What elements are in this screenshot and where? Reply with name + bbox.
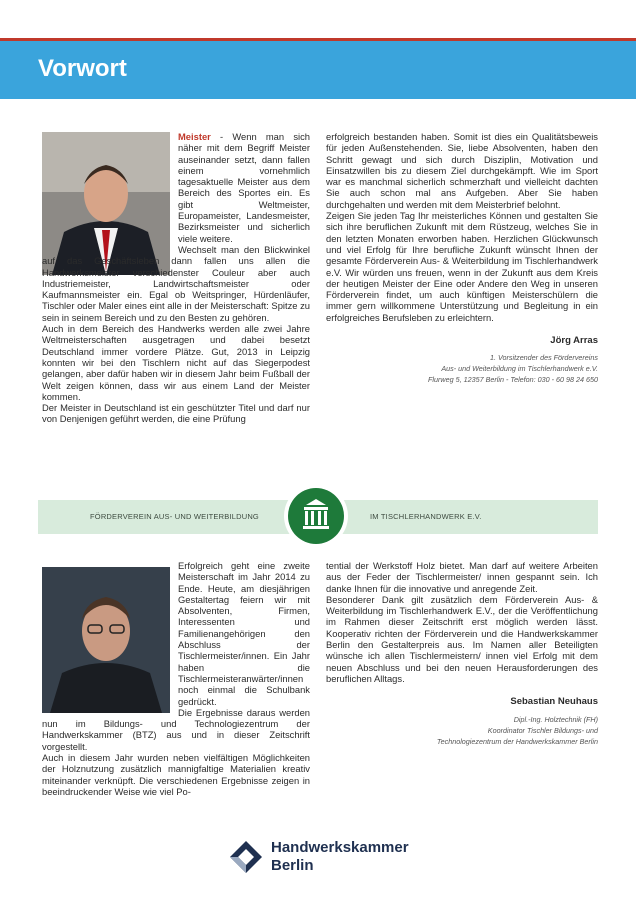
handwerkskammer-emblem-icon: [229, 840, 263, 874]
emblem-badge: [288, 488, 344, 544]
article1-lead-word: Meister: [178, 131, 211, 142]
article1-signature: [326, 335, 598, 385]
page-title: Vorwort: [38, 55, 127, 82]
signature-title: Dipl.-Ing. Holztechnik (FH): [513, 714, 598, 724]
handwerkskammer-logo: [229, 838, 429, 878]
article1-paragraph-2: Wechselt man den Blickwinkel auf das Geschäftsleben dann fallen uns allen die Handwerksmeister verschiedenster Couleur aber auch Industriemeister, Landwirtschaftsmeister oder Kaufmannsmeister ein. Egal ob Weitspringer, Hürdenläufer, Tischler oder Maler eines eint alle in der Meisterschaft: Spitze zu sein in seinem Bereich und zu den Besten zu gehören.: [42, 243, 310, 323]
article1-paragraph-4: Der Meister in Deutschland ist ein geschützter Titel und darf nur von Denjenigen geführt werden, die eine Prüfung: [42, 402, 310, 425]
signature-address: Flurweg 5, 12357 Berlin - Telefon: 030 - 60 98 24 650: [428, 375, 598, 385]
article2-paragraph-2: Die Ergebnisse daraus werden nun im Bildungs- und Technologiezentrum der Handwerkskammer (BTZ) aus und in dieser Zeitschrift vorgestellt.: [42, 706, 310, 752]
article1-column-right: [326, 131, 598, 385]
logo-line-1: Handwerkskammer: [271, 839, 409, 856]
article1-intro-text: - Wenn man sich näher mit dem Begriff Meister auseinander setzt, dann fallen einem vornehmlich tagesaktuelle Meister aus dem Bereich des Sportes ein. Es gibt Weltmeister, Europameister, Landesmeister, Bezirksmeister und sicherlich viele weitere.: [178, 131, 310, 244]
logo-line-2: Berlin: [271, 857, 314, 874]
article2-signature: [326, 696, 598, 746]
page-header: [0, 41, 636, 99]
signature-organization: Aus- und Weiterbildung im Tischlerhandwerk e.V.: [441, 364, 598, 374]
article2-paragraph-1: Erfolgreich geht eine zweite Meisterschaft im Jahr 2014 zu Ende. Heute, am diesjährigen Gestaltertag feiern wir mit Absolventen, Firmen, Interessenten und Familienangehörigen den Abschluss der Tischlermeister/innen. Ein Jahr haben die Tischlermeisteranwärter/innen noch einmal die Schulbank gedrückt.: [178, 560, 310, 707]
banner-left-text: FÖRDERVEREIN AUS- UND WEITERBILDUNG: [90, 512, 259, 521]
banner-right-text: IM TISCHLERHANDWERK E.V.: [370, 512, 482, 521]
gate-icon: [288, 488, 344, 544]
article1-paragraph-1: [178, 131, 310, 244]
article2-paragraph-4: tential der Werkstoff Holz bietet. Man darf auf weitere Arbeiten aus der Feder der Tischlermeister/ innen gespannt sein. Ich danke Ihnen für die innovative und anregende Zeit.: [326, 560, 598, 594]
signature-title: 1. Vorsitzender des Fördervereins: [490, 353, 598, 363]
article1-paragraph-6: Zeigen Sie jeden Tag Ihr meisterliches Können und gestalten Sie sich ihre beruflichen Zukunft mit dem Rüstzeug, welches Sie in den letzten Monaten erworben haben. Herzlichen Glückwunsch und viel Erfolg für Ihre berufliche Zukunft wünscht Ihnen der gesamte Förderverein Aus- & Weiterbildung im Tischlerhandwerk e.V. Wir würden uns freuen, wenn in der Zukunft aus dem Kreis der heutigen Meister der Eine oder Andere den Weg in unseren Förderverein findet, um auch künftigen Meisterschülern die immer gern willkommene Unterstützung und Begleitung in ein erfolgreiches Berufsleben zu erleichtern.: [326, 210, 598, 323]
signature-name: Jörg Arras: [550, 335, 598, 347]
article2-paragraph-3: Auch in diesem Jahr wurden neben vielfältigen Möglichkeiten der Holznutzung zusätzlich mannigfaltige Materialien kreativ miteinander verknüpft. Die verschiedenen Ergebnisse zeigen in beeindruckender Weise wie viel Po-: [42, 752, 310, 797]
signature-role: Koordinator Tischler Bildungs- und: [487, 725, 598, 735]
signature-organization: Technologiezentrum der Handwerkskammer Berlin: [436, 736, 598, 746]
logo-text: [271, 839, 409, 875]
article2-column-right: [326, 560, 598, 747]
signature-name: Sebastian Neuhaus: [510, 696, 598, 708]
association-emblem: [284, 484, 348, 548]
article1-paragraph-5: erfolgreich bestanden haben. Somit ist dies ein Qualitätsbeweis für jeden Außenstehenden. Sie, liebe Absolventen, haben den Schritt gewagt und sich durch Disziplin, Motivation und Einsatzwillen bis zu diesem Ziel durchgekämpft. Wie im Sport war es manchmal sicherlich schmerzhaft und vielleicht dachten Sie auch schon mal ans Aufgeben. Aber Sie haben durchgehalten und werden mit dem Meisterbrief belohnt.: [326, 131, 598, 210]
article1-paragraph-3: Auch in dem Bereich des Handwerks werden alle zwei Jahre Weltmeisterschaften ausgetragen und dabei besetzt Deutschland immer vordere Plätze. Gut, 2013 in Leipzig konnten wir bei den Tischlern nicht auf das Siegerpodest gelangen, aber dafür haben wir in diesem Jahr beim Fußball der Welt zeigen können, dass wir aus einem Land der Meister kommen.: [42, 323, 310, 402]
article2-column-left: [42, 560, 310, 797]
article2-paragraph-5: Besonderer Dank gilt zusätzlich dem Förderverein Aus- & Weiterbildung im Tischlerhandwerk E.V., der die Veröffentlichung im Rahmen dieser Zeitschrift erst möglich werden lässt. Kooperativ richten der Förderverein und die Handwerkskammer Berlin den Gestalterpreis aus. Im Namen aller Beteiligten wünsche ich allen Tischlermeistern/ innen viel Erfolg mit dem neuen Abschluss und bei den neuen Herausforderungen des beruflichen Alltags.: [326, 593, 598, 684]
article1-column-left: [42, 131, 310, 425]
